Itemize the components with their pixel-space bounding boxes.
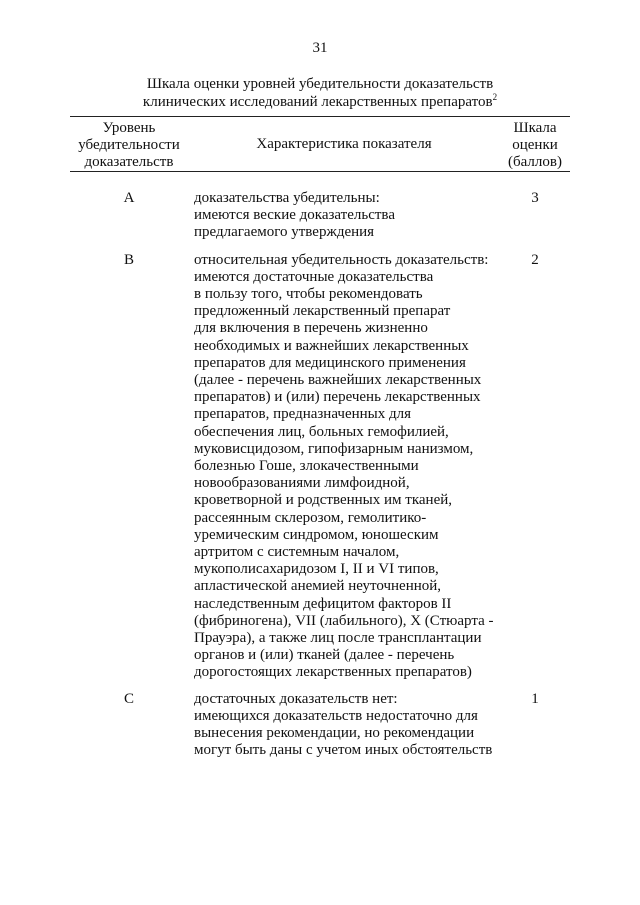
- row-description: [194, 252, 500, 682]
- row-score: 2: [531, 251, 539, 268]
- title-line-2-text: клинических исследований лекарственных препаратов: [142, 94, 493, 110]
- description-line: артритом с системным началом,: [194, 544, 400, 561]
- description-line: препаратов) и (или) перечень лекарственных: [194, 389, 481, 406]
- description-line: рассеянным склерозом, гемолитико-: [194, 509, 427, 526]
- description-line: доказательства убедительны:: [194, 190, 380, 206]
- table-header: [70, 116, 570, 172]
- description-line: относительная убедительность доказательств:: [194, 251, 489, 268]
- description-line: муковисцидозом, гипофизарным нанизмом,: [194, 440, 474, 457]
- header-score-line: Шкала: [513, 120, 557, 136]
- header-level: [70, 120, 188, 171]
- header-level-line: убедительности: [78, 137, 180, 153]
- description-line: Прауэра), а также лиц после трансплантации: [194, 630, 482, 647]
- description-line: (фибриногена), VII (лабильного), X (Стюарта -: [194, 612, 494, 629]
- description-line: органов и (или) тканей (далее - перечень: [194, 647, 455, 664]
- evidence-scale-table: [70, 116, 570, 760]
- description-line: достаточных доказательств нет:: [194, 690, 398, 707]
- description-line: болезнью Гоше, злокачественными: [194, 458, 419, 475]
- description-line: апластической анемией неуточненной,: [194, 578, 442, 595]
- row-level: A: [123, 190, 135, 206]
- row-level: B: [123, 251, 134, 268]
- description-line: (далее - перечень важнейших лекарственных: [194, 372, 482, 389]
- table-row: [70, 252, 570, 682]
- header-level-line: доказательств: [84, 154, 174, 170]
- description-line: для включения в перечень жизненно: [194, 320, 428, 337]
- description-line: мукополисахаридозом I, II и VI типов,: [194, 561, 439, 578]
- title-line-2: [0, 93, 640, 111]
- description-line: дорогостоящих лекарственных препаратов): [194, 664, 472, 681]
- description-line: новообразованиями лимфоидной,: [194, 475, 410, 492]
- header-characteristic: Характеристика показателя: [256, 135, 432, 152]
- description-line: могут быть даны с учетом иных обстоятельств: [194, 742, 493, 759]
- description-line: обеспечения лиц, больных гемофилией,: [194, 423, 449, 440]
- description-line: уремическим синдромом, юношеским: [194, 526, 439, 543]
- description-line: предложенный лекарственный препарат: [194, 303, 451, 320]
- header-score: [500, 120, 570, 171]
- row-score: 3: [531, 190, 539, 206]
- table-row: [70, 691, 570, 760]
- description-line: препаратов, предназначенных для: [194, 406, 411, 423]
- header-level-line: Уровень: [102, 120, 156, 136]
- document-title: [0, 75, 640, 111]
- description-line: необходимых и важнейших лекарственных: [194, 337, 469, 354]
- title-footnote-marker: 2: [492, 92, 498, 102]
- title-line-1: Шкала оценки уровней убедительности доказательств: [146, 76, 494, 92]
- description-line: препаратов для медицинского применения: [194, 354, 466, 371]
- row-description: [194, 691, 500, 760]
- description-line: предлагаемого утверждения: [194, 224, 375, 241]
- description-line: кроветворной и родственных им тканей,: [194, 492, 453, 509]
- description-line: имеются веские доказательства: [194, 207, 395, 224]
- description-line: имеющихся доказательств недостаточно для: [194, 707, 478, 724]
- row-score: 1: [531, 690, 539, 707]
- table-row: [70, 190, 570, 242]
- description-line: имеются достаточные доказательства: [194, 268, 434, 285]
- header-score-line: (баллов): [508, 154, 562, 170]
- description-line: вынесения рекомендации, но рекомендации: [194, 725, 475, 742]
- row-level: C: [123, 690, 134, 707]
- row-description: [194, 190, 500, 242]
- page-number: 31: [312, 40, 328, 56]
- description-line: наследственным дефицитом факторов II: [194, 595, 452, 612]
- description-line: в пользу того, чтобы рекомендовать: [194, 286, 423, 303]
- header-score-line: оценки: [512, 137, 558, 153]
